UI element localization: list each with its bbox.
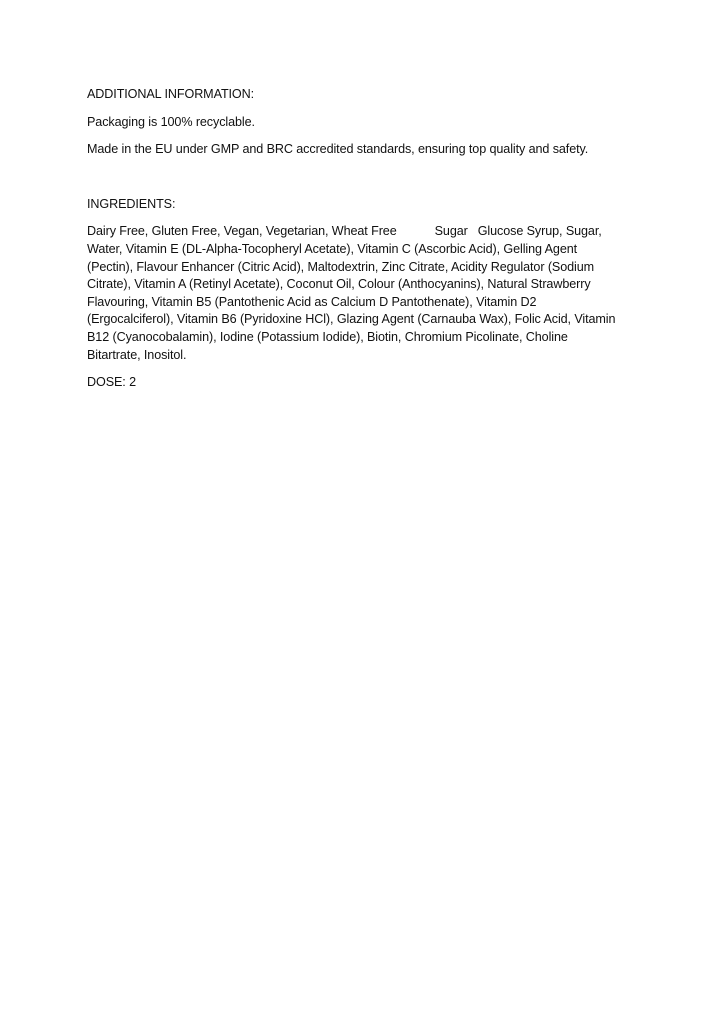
ingredients-line-1 [87, 223, 635, 241]
ingredients-line-2: Water, Vitamin E (DL-Alpha-Tocopheryl Acetate), Vitamin C (Ascorbic Acid), Gelling Agent [87, 241, 578, 256]
made-in-text: Made in the EU under GMP and BRC accredited standards, ensuring top quality and safety. [87, 142, 589, 157]
additional-info-heading: ADDITIONAL INFORMATION: [87, 87, 255, 101]
document-page [87, 86, 635, 392]
ingredients-start: Glucose Syrup, Sugar, [477, 224, 602, 239]
ingredients-line-7: B12 (Cyanocobalamin), Iodine (Potassium Iodide), Biotin, Chromium Picolinate, Choline [87, 329, 568, 344]
ingredients-list [87, 223, 635, 364]
ingredients-heading: INGREDIENTS: [87, 196, 176, 211]
ingredients-line-4: Citrate), Vitamin A (Retinyl Acetate), Coconut Oil, Colour (Anthocyanins), Natural Strawberry [87, 277, 591, 292]
ingredients-claims: Dairy Free, Gluten Free, Vegan, Vegetarian, Wheat Free [87, 224, 397, 239]
ingredients-line-8: Bitartrate, Inositol. [87, 347, 187, 362]
ingredients-sugar-label: Sugar [434, 224, 468, 239]
packaging-text: Packaging is 100% recyclable. [87, 114, 255, 129]
ingredients-line-3: (Pectin), Flavour Enhancer (Citric Acid), Maltodextrin, Zinc Citrate, Acidity Regulator (Sodium [87, 259, 595, 274]
ingredients-line-5: Flavouring, Vitamin B5 (Pantothenic Acid as Calcium D Pantothenate), Vitamin D2 [87, 294, 537, 309]
ingredients-line-6: (Ergocalciferol), Vitamin B6 (Pyridoxine HCl), Glazing Agent (Carnauba Wax), Folic Acid, Vitamin [87, 312, 616, 327]
dose-text: DOSE: 2 [87, 375, 136, 390]
